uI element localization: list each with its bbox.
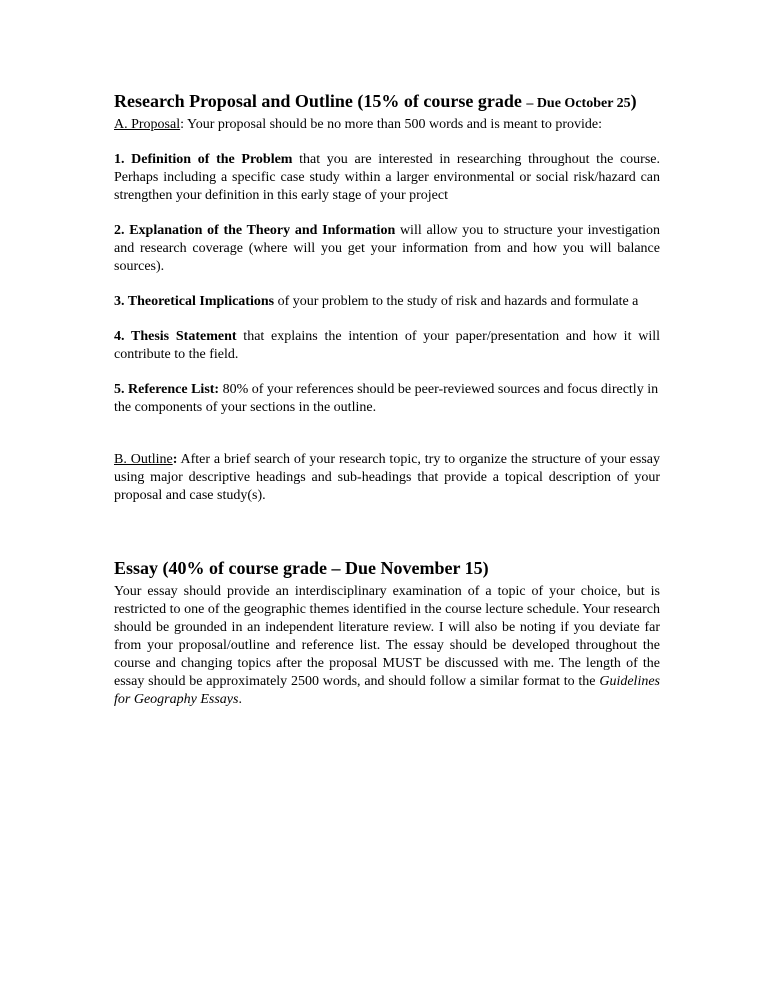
- outline-paragraph: [114, 451, 660, 505]
- proposal-item-4: [114, 328, 660, 364]
- proposal-heading-close: ): [630, 91, 637, 111]
- essay-paragraph: [114, 583, 660, 709]
- proposal-item-2-text: will allow you to structure your investigation and research coverage (where will you get your information from and how you will balance sources).: [114, 223, 660, 274]
- proposal-item-2: [114, 222, 660, 276]
- proposal-item-5-title: 5. Reference List:: [114, 382, 220, 397]
- proposal-heading: [114, 90, 660, 115]
- proposal-intro: [114, 116, 660, 134]
- proposal-item-5: [114, 381, 660, 417]
- proposal-label: A. Proposal: [114, 117, 181, 132]
- proposal-item-3-text: of your problem to the study of risk and hazards and formulate a: [274, 294, 639, 309]
- essay-guidelines-title: Guidelines for Geography Essays: [114, 674, 660, 707]
- essay-heading: Essay (40% of course grade – Due November 15): [114, 558, 489, 578]
- proposal-item-2-title: 2. Explanation of the Theory and Information: [114, 223, 396, 238]
- document-page: [114, 90, 660, 709]
- essay-text: Your essay should provide an interdisciplinary examination of a topic of your choice, but is restricted to one of the geographic themes identified in the course lecture schedule. Your research should be grounded in an independent literature review. I will also be noting if you deviate far from your proposal/outline and reference list. The essay should be developed throughout the course and changing topics after the proposal MUST be discussed with me. The length of the essay should be approximately 2500 words, and should follow a similar format to the: [114, 584, 660, 689]
- proposal-intro-text: : Your proposal should be no more than 500 words and is meant to provide:: [180, 117, 603, 132]
- proposal-item-1-text: that you are interested in researching throughout the course. Perhaps including a specific case study within a larger environmental or social risk/hazard can strengthen your definition in this early stage of your project: [114, 152, 660, 203]
- proposal-item-3: [114, 293, 660, 311]
- proposal-item-3-title: 3. Theoretical Implications: [114, 294, 275, 309]
- proposal-item-4-title: 4. Thesis Statement: [114, 329, 237, 344]
- proposal-heading-main: Research Proposal and Outline (15% of course grade: [114, 91, 527, 111]
- proposal-heading-due: – Due October 25: [526, 96, 631, 111]
- outline-label: B. Outline: [114, 452, 173, 467]
- proposal-item-1-title: 1. Definition of the Problem: [114, 152, 293, 167]
- proposal-item-4-text: that explains the intention of your paper/presentation and how it will contribute to the field.: [114, 329, 660, 362]
- proposal-item-5-text: 80% of your references should be peer-reviewed sources and focus directly in the components of your sections in the outline.: [114, 382, 659, 415]
- essay-text-end: .: [238, 692, 242, 707]
- proposal-item-1: [114, 151, 660, 205]
- outline-colon: :: [172, 452, 178, 467]
- outline-text: After a brief search of your research topic, try to organize the structure of your essay using major descriptive headings and sub-headings that provide a topical description of your proposal and case study(s).: [114, 452, 660, 503]
